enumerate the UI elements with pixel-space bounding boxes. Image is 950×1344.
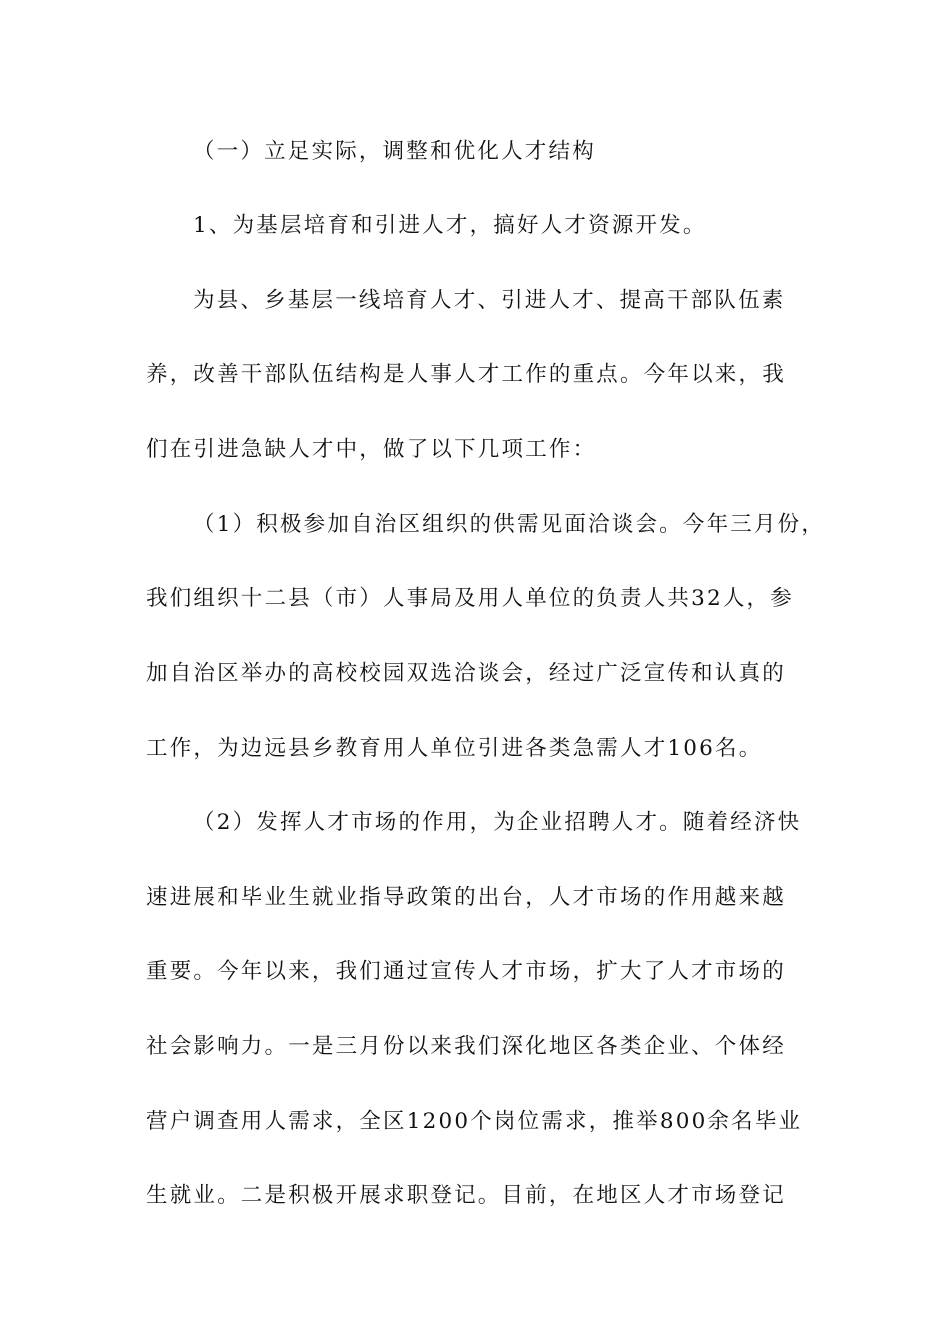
paragraph-line: 为县、乡基层一线培育人才、引进人才、提高干部队伍素 — [193, 288, 786, 313]
subsection-heading: 1、为基层培育和引进人才，搞好人才资源开发。 — [193, 213, 707, 238]
paragraph-line: 们在引进急缺人才中，做了以下几项工作： — [146, 437, 597, 462]
section-heading: （一）立足实际，调整和优化人才结构 — [193, 139, 596, 164]
paragraph-line: 加自治区举办的高校校园双选洽谈会，经过广泛宣传和认真的 — [146, 661, 786, 686]
paragraph-line: 我们组织十二县（市）人事局及用人单位的负责人共32人，参 — [146, 586, 794, 611]
paragraph-line: 养，改善干部队伍结构是人事人才工作的重点。今年以来，我 — [146, 362, 786, 387]
paragraph-line: 速进展和毕业生就业指导政策的出台，人才市场的作用越来越 — [146, 885, 786, 910]
paragraph-line: （2）发挥人才市场的作用，为企业招聘人才。随着经济快 — [193, 810, 802, 835]
paragraph-line: 营户调查用人需求，全区1200个岗位需求，推举800余名毕业 — [146, 1109, 803, 1134]
paragraph-line: 社会影响力。一是三月份以来我们深化地区各类企业、个体经 — [146, 1034, 786, 1059]
paragraph-line: 工作，为边远县乡教育用人单位引进各类急需人才106名。 — [146, 736, 763, 761]
paragraph-line: 重要。今年以来，我们通过宣传人才市场，扩大了人才市场的 — [146, 959, 786, 984]
paragraph-line: （1）积极参加自治区组织的供需见面洽谈会。今年三月份， — [193, 512, 826, 537]
paragraph-line: 生就业。二是积极开展求职登记。目前，在地区人才市场登记 — [146, 1183, 786, 1208]
